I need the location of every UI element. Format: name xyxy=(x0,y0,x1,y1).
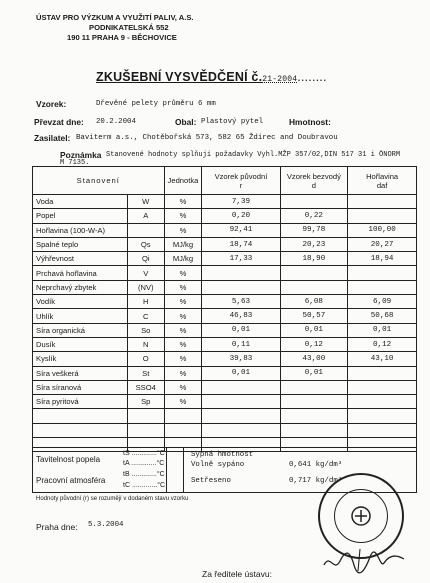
sypna-label: Sypná hmotnost xyxy=(191,451,254,459)
cell-value-daf xyxy=(348,366,417,380)
cell-value-r xyxy=(202,280,280,294)
cell-unit: % xyxy=(164,209,202,223)
cell-value-daf: 0,01 xyxy=(348,323,417,337)
cell-value-d xyxy=(280,195,348,209)
cell-name: Vodík xyxy=(33,295,128,309)
cell-value-r: 0,11 xyxy=(202,337,280,351)
cell-name: Síra veškerá xyxy=(33,366,128,380)
cell-name: Hořlavina (100-W-A) xyxy=(33,223,128,237)
cell-unit: % xyxy=(164,380,202,394)
cell-symbol: W xyxy=(127,195,164,209)
cell-value-r: 0,01 xyxy=(202,323,280,337)
table-row xyxy=(33,295,417,309)
pracovni-label: Pracovní atmosféra xyxy=(36,476,106,485)
cell-value-daf xyxy=(348,423,417,437)
cell-value-d: 6,08 xyxy=(280,295,348,309)
cell-value-daf xyxy=(348,380,417,394)
cell-unit xyxy=(164,409,202,423)
cell-name: Prchavá hořlavina xyxy=(33,266,128,280)
cell-value-r: 7,39 xyxy=(202,195,280,209)
cell-name: Síra organická xyxy=(33,323,128,337)
cell-value-r: 92,41 xyxy=(202,223,280,237)
cell-value-r: 39,83 xyxy=(202,352,280,366)
table-row xyxy=(33,237,417,251)
setreseno-label: Setřeseno xyxy=(191,477,231,485)
cell-value-d xyxy=(280,423,348,437)
table-row xyxy=(33,309,417,323)
cell-unit: % xyxy=(164,337,202,351)
cell-symbol: V xyxy=(127,266,164,280)
vzorek-label: Vzorek: xyxy=(36,99,67,109)
cell-unit: % xyxy=(164,266,202,280)
cell-value-daf: 50,68 xyxy=(348,309,417,323)
cell-value-daf xyxy=(348,209,417,223)
table-row xyxy=(33,352,417,366)
table-row xyxy=(33,266,417,280)
cell-value-d: 0,12 xyxy=(280,337,348,351)
cell-unit: % xyxy=(164,366,202,380)
cell-value-d xyxy=(280,409,348,423)
cell-symbol: H xyxy=(127,295,164,309)
cell-unit: % xyxy=(164,395,202,409)
cell-name: Výhřevnost xyxy=(33,252,128,266)
cell-symbol xyxy=(127,223,164,237)
cell-name: Uhlík xyxy=(33,309,128,323)
cell-unit: % xyxy=(164,223,202,237)
table-row xyxy=(33,252,417,266)
cell-value-r xyxy=(202,395,280,409)
cell-unit: % xyxy=(164,195,202,209)
cell-value-r: 5,63 xyxy=(202,295,280,309)
cell-value-daf: 20,27 xyxy=(348,237,417,251)
ta-value: tA .............°C xyxy=(123,460,165,467)
cell-value-daf xyxy=(348,395,417,409)
cell-symbol: A xyxy=(127,209,164,223)
cell-value-d xyxy=(280,280,348,294)
cell-value-d xyxy=(280,266,348,280)
cell-name xyxy=(33,423,128,437)
cell-name: Síra pyritová xyxy=(33,395,128,409)
title-label: ZKUŠEBNÍ VYSVĚDČENÍ č. xyxy=(96,70,263,84)
header-horlavina: Hořlavina daf xyxy=(348,167,417,195)
cell-value-r: 46,83 xyxy=(202,309,280,323)
cell-name xyxy=(33,409,128,423)
volne-value: 0,641 kg/dm³ xyxy=(289,461,343,469)
cell-value-daf: 43,10 xyxy=(348,352,417,366)
vzorek-value: Dřevěné pelety průměru 6 mm xyxy=(96,100,216,108)
cell-symbol: O xyxy=(127,352,164,366)
institute-name: ÚSTAV PRO VÝZKUM A VYUŽITÍ PALIV, A.S. xyxy=(36,13,194,22)
table-row xyxy=(33,423,417,437)
cell-name: Spalné teplo xyxy=(33,237,128,251)
cell-unit: % xyxy=(164,295,202,309)
cell-symbol: (NV) xyxy=(127,280,164,294)
table-row xyxy=(33,395,417,409)
cell-value-r: 18,74 xyxy=(202,237,280,251)
date-label: Praha dne: xyxy=(36,522,78,532)
cell-unit: MJ/kg xyxy=(164,252,202,266)
cell-value-r xyxy=(202,423,280,437)
volne-label: Volně sypáno xyxy=(191,461,245,469)
cell-value-d: 20,23 xyxy=(280,237,348,251)
cell-value-r xyxy=(202,380,280,394)
document-title xyxy=(96,70,327,84)
tc-value: tC .............°C xyxy=(123,482,166,489)
institute-city: 190 11 PRAHA 9 - BĚCHOVICE xyxy=(67,33,177,42)
cell-symbol xyxy=(127,409,164,423)
cell-value-d: 43,00 xyxy=(280,352,348,366)
poznamka-label: Poznámka xyxy=(60,150,102,160)
obal-value: Plastový pytel xyxy=(201,118,264,126)
institute-address: PODNIKATELSKÁ 552 xyxy=(89,23,169,32)
cell-value-daf: 0,12 xyxy=(348,337,417,351)
table-row xyxy=(33,323,417,337)
table-row xyxy=(33,409,417,423)
table-row xyxy=(33,380,417,394)
cell-value-d: 18,90 xyxy=(280,252,348,266)
cell-value-d: 99,78 xyxy=(280,223,348,237)
zasilatel-value: Baviterm a.s., Chotěbořská 573, 582 65 Ždírec and Doubravou xyxy=(76,134,338,142)
cell-symbol: Sp xyxy=(127,395,164,409)
poznamka-value: Stanovené hodnoty splňují požadavky Vyhl.MŽP 357/02,DIN 517 31 i ÖNORM xyxy=(106,151,401,159)
cell-symbol: So xyxy=(127,323,164,337)
cell-value-r: 17,33 xyxy=(202,252,280,266)
cell-symbol: Qs xyxy=(127,237,164,251)
cell-value-daf xyxy=(348,409,417,423)
cell-value-daf xyxy=(348,195,417,209)
table-row xyxy=(33,366,417,380)
zasilatel-label: Zasilatel: xyxy=(34,133,71,143)
cell-value-r xyxy=(202,409,280,423)
tb-value: tB .............°C xyxy=(123,471,165,478)
ts-value: tS .............°C xyxy=(123,450,165,457)
cell-value-d: 0,01 xyxy=(280,366,348,380)
note-text: Hodnoty původní (r) se rozumějí v dodaném stavu vzorku xyxy=(36,496,189,502)
results-table xyxy=(32,166,417,452)
cell-value-daf xyxy=(348,266,417,280)
header-stanoveni: Stanovení xyxy=(33,167,165,195)
cell-value-d xyxy=(280,395,348,409)
cell-unit: % xyxy=(164,309,202,323)
table-row xyxy=(33,209,417,223)
cell-symbol: C xyxy=(127,309,164,323)
cell-unit: % xyxy=(164,323,202,337)
cell-value-d: 0,22 xyxy=(280,209,348,223)
cell-unit xyxy=(164,423,202,437)
cell-unit: % xyxy=(164,352,202,366)
cell-name: Popel xyxy=(33,209,128,223)
cell-symbol: St xyxy=(127,366,164,380)
cell-value-daf: 6,09 xyxy=(348,295,417,309)
table-row xyxy=(33,337,417,351)
obal-label: Obal: xyxy=(175,117,197,127)
cell-symbol xyxy=(127,423,164,437)
cell-value-d: 50,57 xyxy=(280,309,348,323)
tavitelnost-label: Tavitelnost popela xyxy=(36,455,101,464)
table-row xyxy=(33,223,417,237)
title-dots: ........ xyxy=(297,70,327,84)
hmotnost-label: Hmotnost: xyxy=(289,117,331,127)
title-number: 21-2004 xyxy=(262,75,298,84)
cell-symbol: SSO4 xyxy=(127,380,164,394)
prevzat-label: Převzat dne: xyxy=(34,117,84,127)
cell-value-daf: 18,94 xyxy=(348,252,417,266)
date-value: 5.3.2004 xyxy=(88,521,124,529)
prevzat-value: 20.2.2004 xyxy=(96,118,136,126)
cell-value-d: 0,01 xyxy=(280,323,348,337)
cell-unit: MJ/kg xyxy=(164,237,202,251)
poznamka-value-cont: M 7135. xyxy=(60,159,90,167)
cell-symbol: N xyxy=(127,337,164,351)
table-header-row xyxy=(33,167,417,195)
cell-value-r xyxy=(202,266,280,280)
header-jednotka: Jednotka xyxy=(164,167,202,195)
cell-name: Voda xyxy=(33,195,128,209)
cell-value-r: 0,20 xyxy=(202,209,280,223)
header-puvodni: Vzorek původní r xyxy=(202,167,280,195)
setreseno-value: 0,717 kg/dm³ xyxy=(289,477,343,485)
table-row xyxy=(33,195,417,209)
cell-value-daf xyxy=(348,280,417,294)
cell-symbol: Qi xyxy=(127,252,164,266)
cell-name: Kyslík xyxy=(33,352,128,366)
cell-name: Síra síranová xyxy=(33,380,128,394)
cell-value-r: 0,01 xyxy=(202,366,280,380)
cell-name: Dusík xyxy=(33,337,128,351)
header-bezvody: Vzorek bezvodý d xyxy=(280,167,348,195)
cell-name: Neprchavý zbytek xyxy=(33,280,128,294)
cell-value-d xyxy=(280,380,348,394)
table-row xyxy=(33,280,417,294)
signature-label: Za ředitele ústavu: xyxy=(202,569,272,579)
cell-unit: % xyxy=(164,280,202,294)
cell-value-daf: 100,00 xyxy=(348,223,417,237)
signature-icon xyxy=(320,543,410,579)
